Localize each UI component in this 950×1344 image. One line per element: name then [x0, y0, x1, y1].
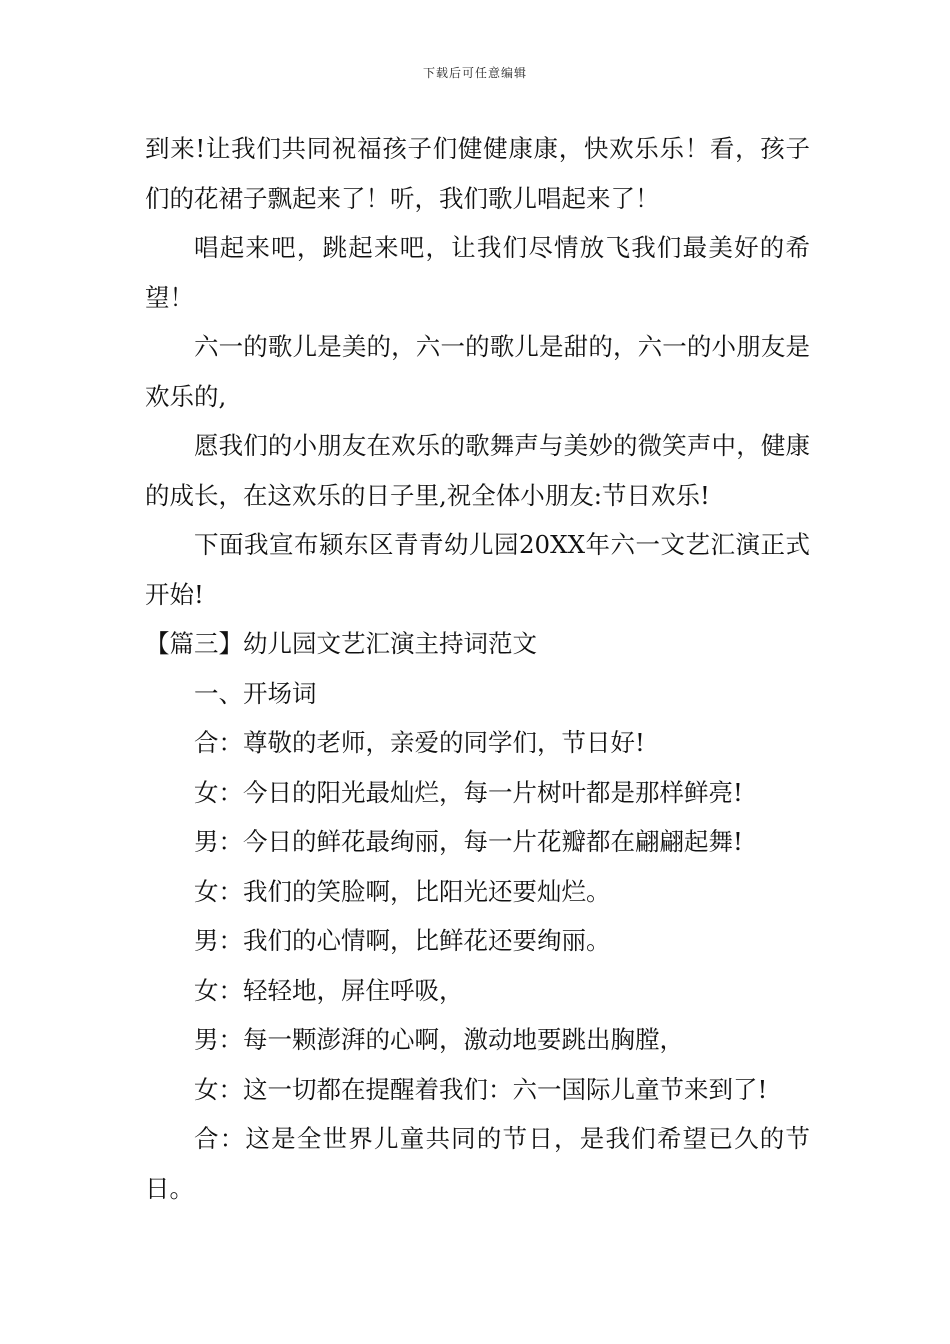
script-line: 一、开场词	[194, 678, 317, 708]
script-line: 男：我们的心情啊，比鲜花还要绚丽。	[194, 926, 611, 955]
script-line: 合：这是全世界儿童共同的节日，是我们希望已久的节日。	[145, 1124, 810, 1203]
page-header: 下载后可任意编辑	[422, 66, 527, 80]
paragraph: 到来!让我们共同祝福孩子们健健康康，快欢乐乐！看，孩子们的花裙子飘起来了！听，我们歌儿唱起来了！	[145, 134, 810, 213]
script-line: 女：轻轻地，屏住呼吸，	[194, 975, 464, 1005]
script-line: 合：尊敬的老师，亲爱的同学们，节日好!	[194, 728, 645, 757]
script-line: 女：这一切都在提醒着我们：六一国际儿童节来到了!	[194, 1074, 768, 1104]
section-heading: 【篇三】幼儿园文艺汇演主持词范文	[145, 629, 537, 658]
script-line: 男：今日的鲜花最绚丽，每一片花瓣都在翩翩起舞!	[194, 827, 743, 856]
script-line: 女：今日的阳光最灿烂，每一片树叶都是那样鲜亮!	[194, 777, 743, 807]
paragraph: 六一的歌儿是美的，六一的歌儿是甜的，六一的小朋友是欢乐的,	[145, 332, 810, 411]
script-line: 男：每一颗澎湃的心啊，激动地要跳出胸膛，	[194, 1025, 684, 1054]
paragraph: 唱起来吧，跳起来吧，让我们尽情放飞我们最美好的希望！	[145, 233, 810, 312]
document-body	[145, 124, 810, 1213]
paragraph: 下面我宣布颍东区青青幼儿园20XX年六一文艺汇演正式开始!	[145, 530, 810, 609]
script-line: 女：我们的笑脸啊，比阳光还要灿烂。	[194, 876, 611, 906]
paragraph: 愿我们的小朋友在欢乐的歌舞声与美妙的微笑声中，健康的成长，在这欢乐的日子里,祝全体小朋友:节日欢乐!	[145, 431, 810, 510]
